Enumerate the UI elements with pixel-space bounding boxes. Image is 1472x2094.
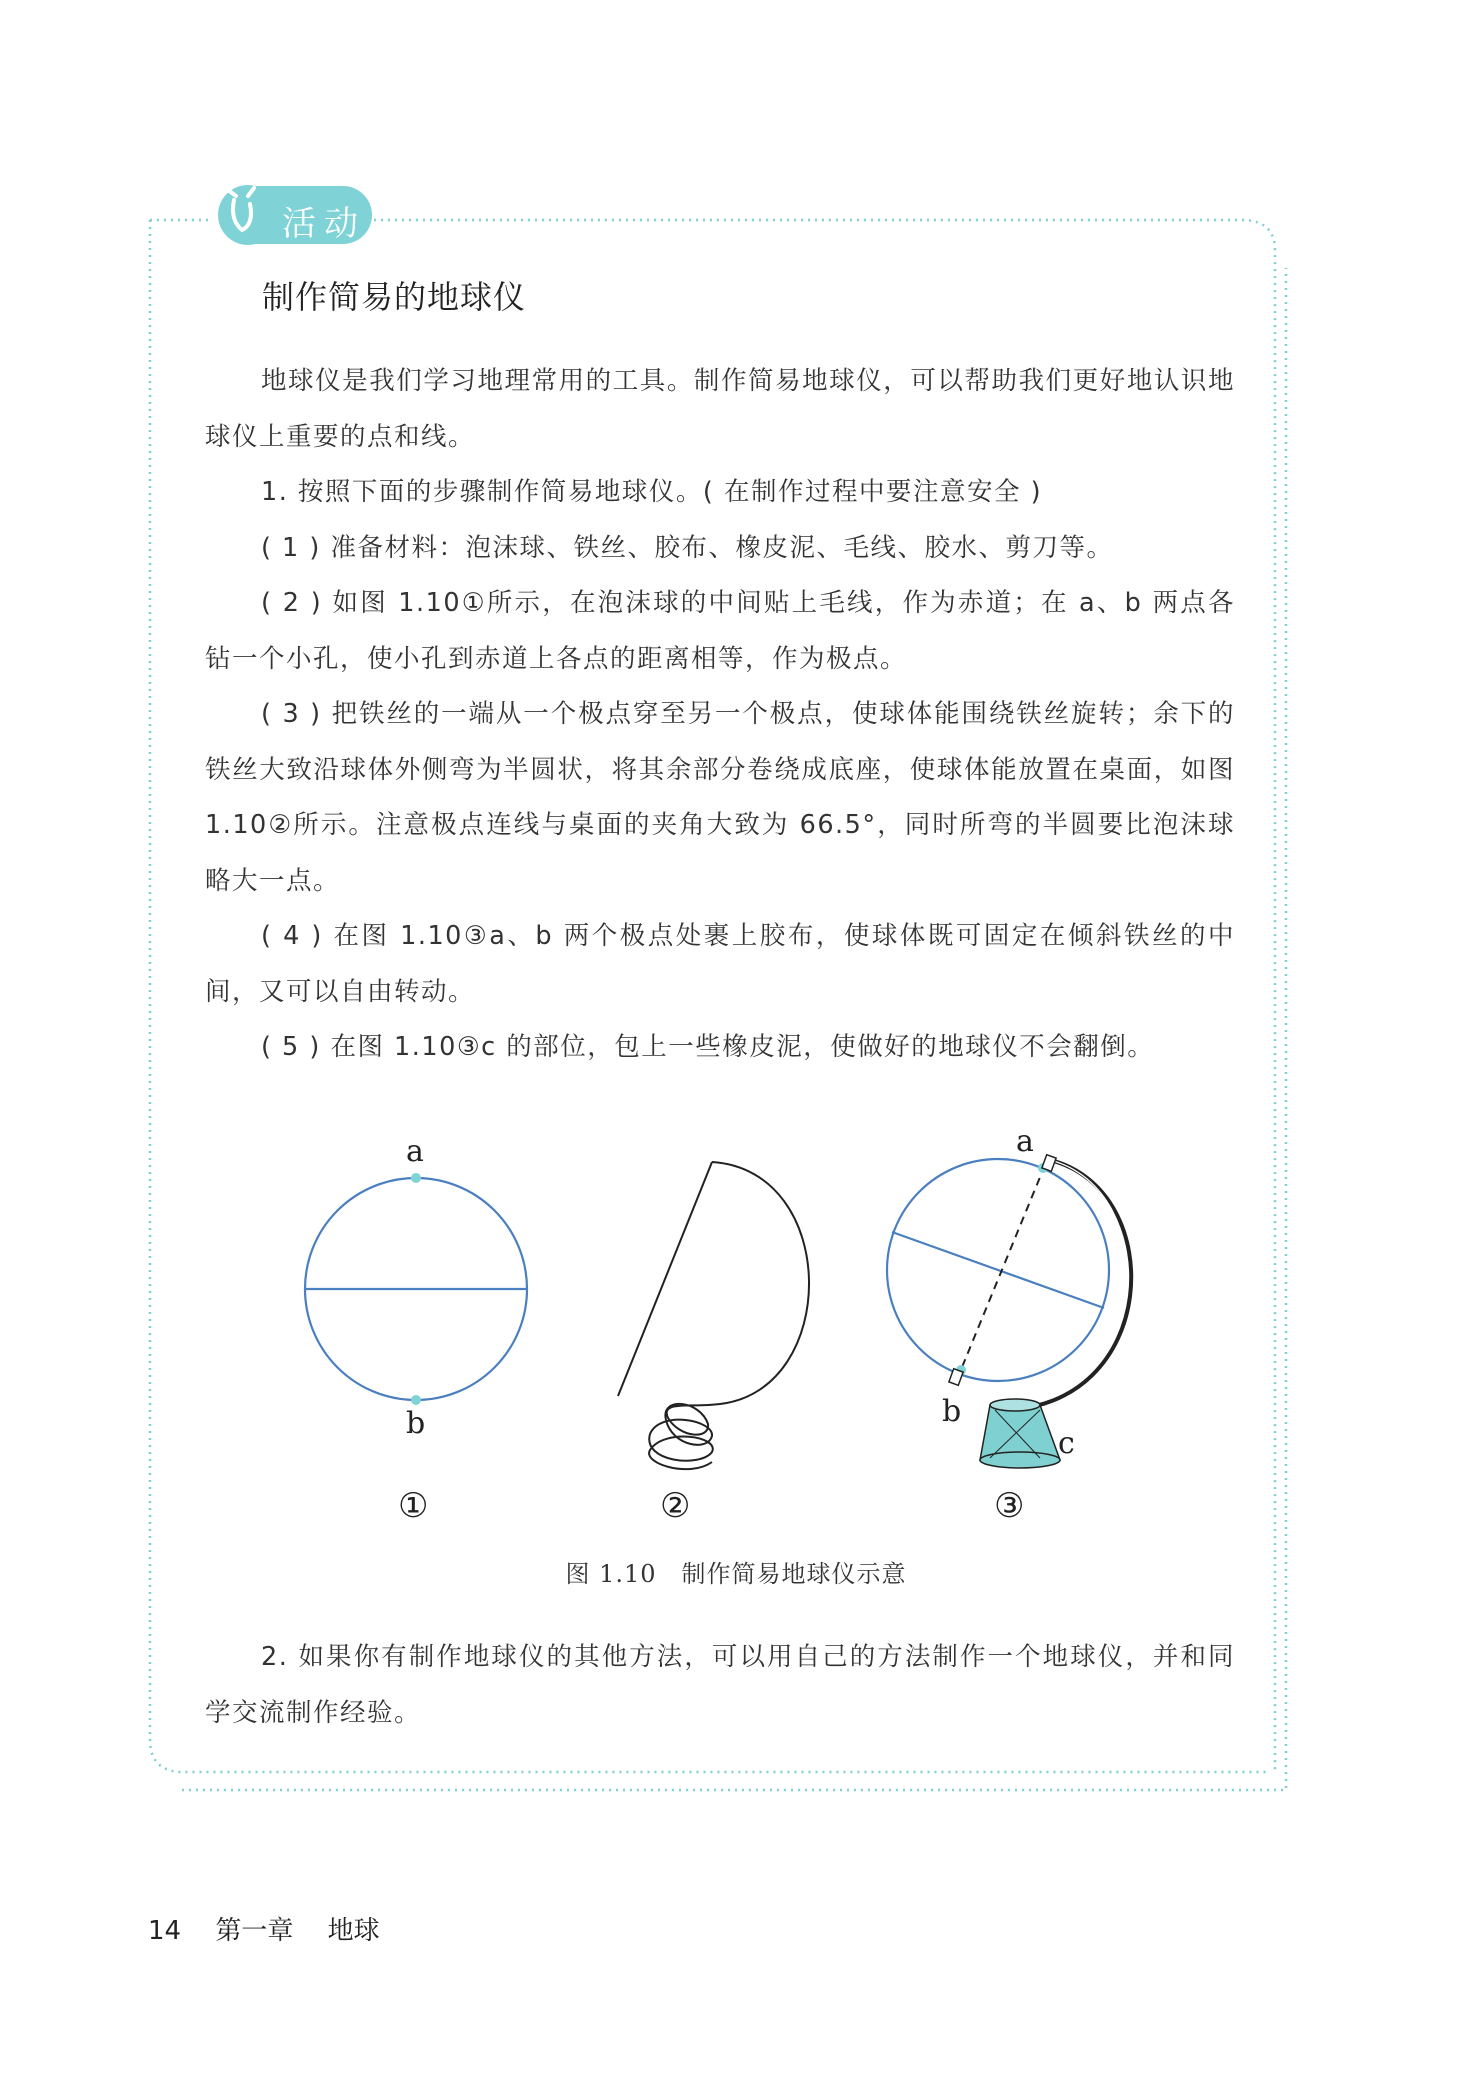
paragraph: 2. 如果你有制作地球仪的其他方法，可以用自己的方法制作一个地球仪，并和同学交流制作经验。 — [205, 1642, 1235, 1728]
paragraph: 1. 按照下面的步骤制作简易地球仪。( 在制作过程中要注意安全 ) — [261, 477, 1043, 507]
paragraph: ( 3 ) 把铁丝的一端从一个极点穿至另一个极点，使球体能围绕铁丝旋转；余下的铁丝大致沿球体外侧弯为半圆状，将其余部分卷绕成底座，使球体能放置在桌面，如图 1.10②所示。注意极点连线与桌面的夹角大致为 66.5°，同时所弯的半圆要比泡沫球略大一点。 — [205, 699, 1235, 896]
activity-badge-label: 活动 — [282, 204, 366, 244]
pole-b-dot — [411, 1395, 421, 1405]
label-a1: a — [406, 1134, 424, 1169]
paragraph: ( 4 ) 在图 1.10③a、b 两个极点处裹上胶布，使球体既可固定在倾斜铁丝的中间，又可以自由转动。 — [205, 921, 1235, 1007]
figure-number-3: ③ — [994, 1486, 1025, 1526]
activity-title: 制作简易的地球仪 — [262, 278, 527, 316]
page-footer — [148, 1910, 406, 1947]
paragraph: 地球仪是我们学习地理常用的工具。制作简易地球仪，可以帮助我们更好地认识地球仪上重要的点和线。 — [205, 366, 1235, 452]
paragraph: ( 2 ) 如图 1.10①所示，在泡沫球的中间贴上毛线，作为赤道；在 a、b 两点各钻一个小孔，使小孔到赤道上各点的距离相等，作为极点。 — [205, 588, 1235, 674]
figure-1-sphere — [305, 1173, 527, 1405]
figure-3-globe — [887, 1155, 1131, 1468]
label-c3: c — [1058, 1426, 1075, 1461]
figure-2-wire — [618, 1162, 809, 1469]
section-label: 地球 — [327, 1916, 380, 1946]
activity-body-2 — [205, 1630, 1235, 1741]
page-number: 14 — [148, 1916, 182, 1946]
paragraph: ( 1 ) 准备材料：泡沫球、铁丝、胶布、橡皮泥、毛线、胶水、剪刀等。 — [261, 532, 1114, 563]
figure-caption: 图 1.10 制作简易地球仪示意 — [565, 1560, 907, 1588]
figure-number-2: ② — [660, 1486, 691, 1526]
chapter-label: 第一章 — [215, 1916, 294, 1946]
label-b3: b — [942, 1394, 962, 1429]
label-b1: b — [406, 1406, 426, 1441]
figure-number-1: ① — [398, 1486, 429, 1526]
pole-a-dot — [411, 1173, 421, 1183]
paragraph: ( 5 ) 在图 1.10③c 的部位，包上一些橡皮泥，使做好的地球仪不会翻倒。 — [261, 1032, 1155, 1062]
label-a3: a — [1016, 1124, 1034, 1159]
